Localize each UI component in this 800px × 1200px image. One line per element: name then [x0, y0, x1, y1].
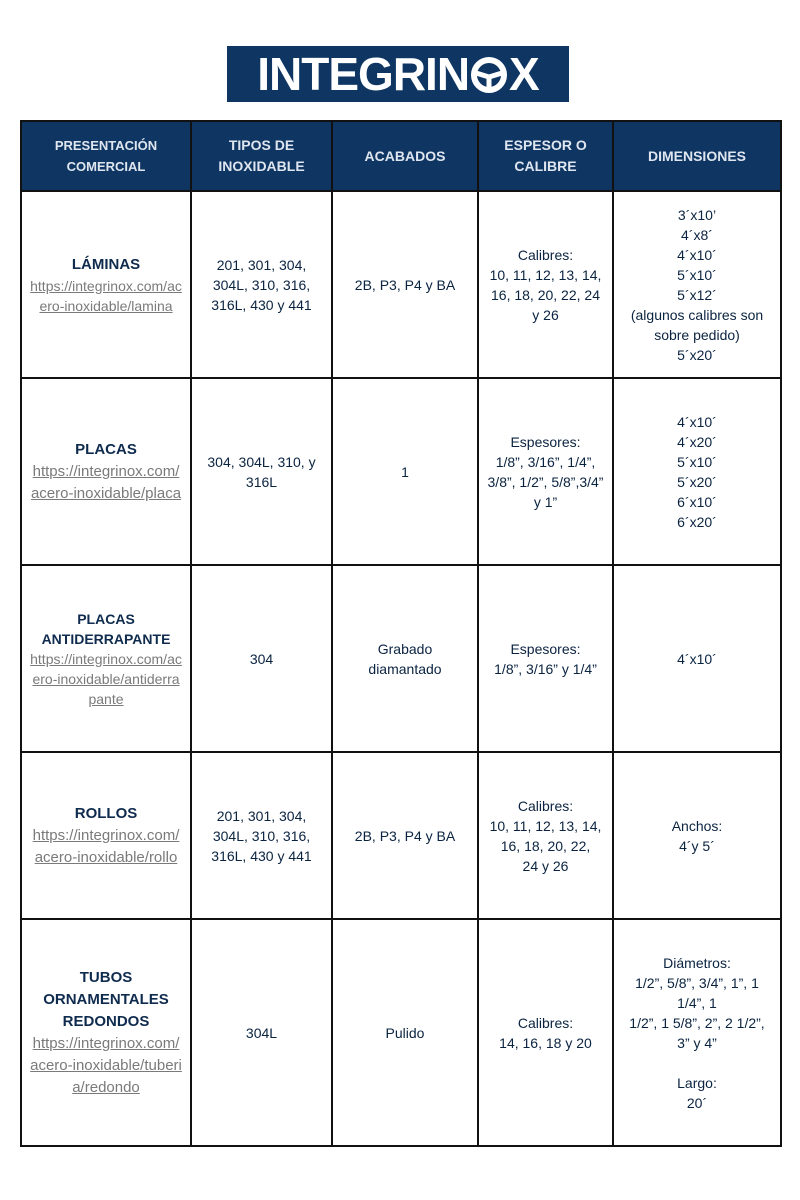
- tipos-cell: 201, 301, 304, 304L, 310, 316, 316L, 430 y 441: [191, 191, 332, 378]
- header-acabados: ACABADOS: [332, 121, 478, 191]
- dimensiones-cell: [613, 565, 781, 752]
- espesor-line: 10, 11, 12, 13, 14, 16, 18, 20, 22, 24 y 26: [489, 266, 602, 323]
- product-name: PLACAS: [75, 440, 137, 458]
- dimensiones-cell: [613, 378, 781, 565]
- espesor-line: Calibres:: [517, 1014, 574, 1031]
- product-cell: [21, 919, 191, 1146]
- table-row: [21, 565, 781, 752]
- dimension-line: 1/2”, 5/8”, 3/4”, 1”, 1 1/4”, 1: [635, 974, 759, 1011]
- dimension-line: 5´x20´: [677, 346, 717, 363]
- product-name: LÁMINAS: [71, 255, 141, 273]
- table-row: [21, 191, 781, 378]
- product-link[interactable]: https://integrinox.com/acero-inoxidable/tuberia/redondo: [30, 1034, 182, 1096]
- product-name: ROLLOS: [74, 804, 138, 822]
- product-link[interactable]: https://integrinox.com/acero-inoxidable/lamina: [30, 277, 182, 314]
- dimension-line: 6´x20´: [677, 513, 717, 530]
- tipos-cell: 304L: [191, 919, 332, 1146]
- table-row: [21, 919, 781, 1146]
- espesor-line: Espesores:: [510, 640, 581, 657]
- table-row: [21, 378, 781, 565]
- espesor-line: Espesores:: [510, 433, 581, 450]
- product-cell: [21, 378, 191, 565]
- acabados-cell: 1: [332, 378, 478, 565]
- dimension-line: Anchos:: [671, 817, 723, 834]
- product-link[interactable]: https://integrinox.com/acero-inoxidable/rollo: [32, 826, 180, 866]
- product-link[interactable]: https://integrinox.com/acero-inoxidable/placa: [30, 462, 182, 502]
- espesor-cell: [478, 919, 613, 1146]
- espesor-cell: [478, 565, 613, 752]
- dimension-line: 5´x10´: [677, 266, 717, 283]
- spacer: [622, 1053, 772, 1073]
- dimension-line: 3´x10’: [677, 206, 717, 223]
- product-name: PLACAS ANTIDERRAPANTE: [41, 610, 171, 647]
- espesor-line: 1/8”, 3/16”, 1/4”, 3/8”, 1/2”, 5/8”,3/4” y 1”: [487, 453, 604, 510]
- tipos-cell: 201, 301, 304, 304L, 310, 316, 316L, 430 y 441: [191, 752, 332, 919]
- acabados-cell: 2B, P3, P4 y BA: [332, 191, 478, 378]
- espesor-line: Calibres:: [517, 797, 574, 814]
- dimensiones-cell: [613, 919, 781, 1146]
- dimensiones-cell: [613, 752, 781, 919]
- dimension-line: 4´x20´: [677, 433, 717, 450]
- product-cell: [21, 565, 191, 752]
- dimension-line: 4´x8´: [681, 226, 713, 243]
- espesor-line: 10, 11, 12, 13, 14, 16, 18, 20, 22,: [489, 817, 602, 854]
- dimension-line: 6´x10´: [677, 493, 717, 510]
- dimension-line: 5´x20´: [677, 473, 717, 490]
- dimension-line: 4´x10´: [677, 413, 717, 430]
- header-row: [21, 121, 781, 191]
- header-tipos: TIPOS DE INOXIDABLE: [191, 121, 332, 191]
- espesor-line: 1/8”, 3/16” y 1/4”: [494, 660, 597, 677]
- integrinox-logo: [227, 46, 569, 102]
- product-cell: [21, 191, 191, 378]
- dimension-line: 4´x10´: [677, 650, 717, 667]
- header-espesor: ESPESOR O CALIBRE: [478, 121, 613, 191]
- espesor-cell: [478, 191, 613, 378]
- dimension-line: 20´: [686, 1094, 708, 1111]
- acabados-cell: Grabado diamantado: [332, 565, 478, 752]
- dimension-line: Diámetros:: [663, 954, 731, 971]
- espesor-line: 14, 16, 18 y 20: [499, 1034, 592, 1051]
- dimension-line: 4´x10´: [677, 246, 717, 263]
- acabados-cell: 2B, P3, P4 y BA: [332, 752, 478, 919]
- logo-text-right: X: [509, 48, 539, 100]
- header-dimensiones: DIMENSIONES: [613, 121, 781, 191]
- tipos-cell: 304, 304L, 310, y 316L: [191, 378, 332, 565]
- dimension-line: 1/2”, 1 5/8”, 2”, 2 1/2”, 3” y 4”: [629, 1014, 765, 1051]
- product-table: [20, 120, 782, 1147]
- header-presentacion: PRESENTACIÓN COMERCIAL: [21, 121, 191, 191]
- dimension-line: 5´x12´: [677, 286, 717, 303]
- espesor-cell: [478, 752, 613, 919]
- product-cell: [21, 752, 191, 919]
- steering-wheel-icon: [470, 56, 508, 94]
- table-row: [21, 752, 781, 919]
- espesor-line: 24 y 26: [522, 857, 569, 874]
- dimensiones-cell: [613, 191, 781, 378]
- dimension-line: (algunos calibres son sobre pedido): [630, 306, 764, 343]
- dimension-line: 4´y 5´: [679, 837, 715, 854]
- product-link[interactable]: https://integrinox.com/acero-inoxidable/antiderrapante: [30, 650, 182, 707]
- espesor-cell: [478, 378, 613, 565]
- logo-text-left: INTEGRIN: [257, 48, 470, 100]
- espesor-line: Calibres:: [517, 246, 574, 263]
- dimension-line: 5´x10´: [677, 453, 717, 470]
- product-name: TUBOS ORNAMENTALES REDONDOS: [43, 968, 169, 1030]
- dimension-line: Largo:: [677, 1074, 717, 1091]
- tipos-cell: 304: [191, 565, 332, 752]
- acabados-cell: Pulido: [332, 919, 478, 1146]
